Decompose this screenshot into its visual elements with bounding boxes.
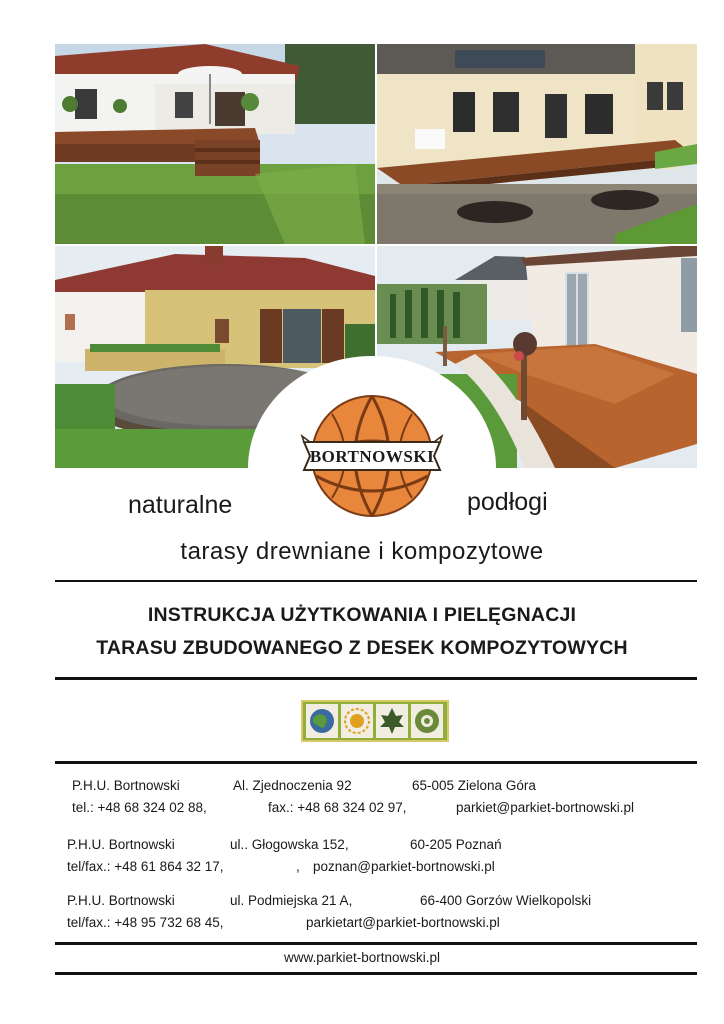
logo-brand-text: BORTNOWSKI [309, 447, 435, 466]
tagline-right: podłogi [467, 488, 548, 516]
address-phone: tel.: +48 68 324 02 88, [72, 800, 207, 815]
divider-line [55, 580, 697, 582]
address-fax: fax.: +48 68 324 02 97, [268, 800, 407, 815]
photo-terrace-top-left [55, 44, 375, 244]
photo-terrace-top-right [377, 44, 697, 244]
address-city: 65-005 Zielona Góra [412, 778, 536, 793]
address-street: Al. Zjednoczenia 92 [233, 778, 352, 793]
address-email[interactable]: parkiet@parkiet-bortnowski.pl [456, 800, 635, 815]
eco-certificate-icon [411, 704, 443, 738]
address-city: 60-205 Poznań [410, 837, 502, 852]
address-phone: tel/fax.: +48 95 732 68 45, [67, 915, 224, 930]
certification-badges [301, 700, 449, 742]
address-company: P.H.U. Bortnowski [72, 778, 180, 793]
divider-line [55, 761, 697, 764]
address-fax: , [296, 859, 300, 874]
subtitle: tarasy drewniane i kompozytowe [180, 538, 544, 565]
address-phone: tel/fax.: +48 61 864 32 17, [67, 859, 224, 874]
document-title-line-2: TARASU ZBUDOWANEGO Z DESEK KOMPOZYTOWYCH [96, 637, 628, 659]
address-email[interactable]: parkietart@parkiet-bortnowski.pl [306, 915, 500, 930]
divider-line [55, 677, 697, 680]
divider-line [55, 972, 697, 975]
address-street: ul. Podmiejska 21 A, [230, 893, 353, 908]
address-email[interactable]: poznan@parkiet-bortnowski.pl [313, 859, 495, 874]
address-city: 66-400 Gorzów Wielkopolski [420, 893, 592, 908]
sun-certificate-icon [341, 704, 373, 738]
bortnowski-logo [248, 356, 496, 556]
tagline-left: naturalne [128, 491, 233, 519]
leaf-certificate-icon [376, 704, 408, 738]
globe-certificate-icon [306, 704, 338, 738]
website-link[interactable]: www.parkiet-bortnowski.pl [283, 950, 441, 965]
address-company: P.H.U. Bortnowski [67, 837, 175, 852]
address-street: ul.. Głogowska 152, [230, 837, 349, 852]
address-company: P.H.U. Bortnowski [67, 893, 175, 908]
document-title-line-1: INSTRUKCJA UŻYTKOWANIA I PIELĘGNACJI [147, 604, 577, 626]
divider-line [55, 942, 697, 945]
